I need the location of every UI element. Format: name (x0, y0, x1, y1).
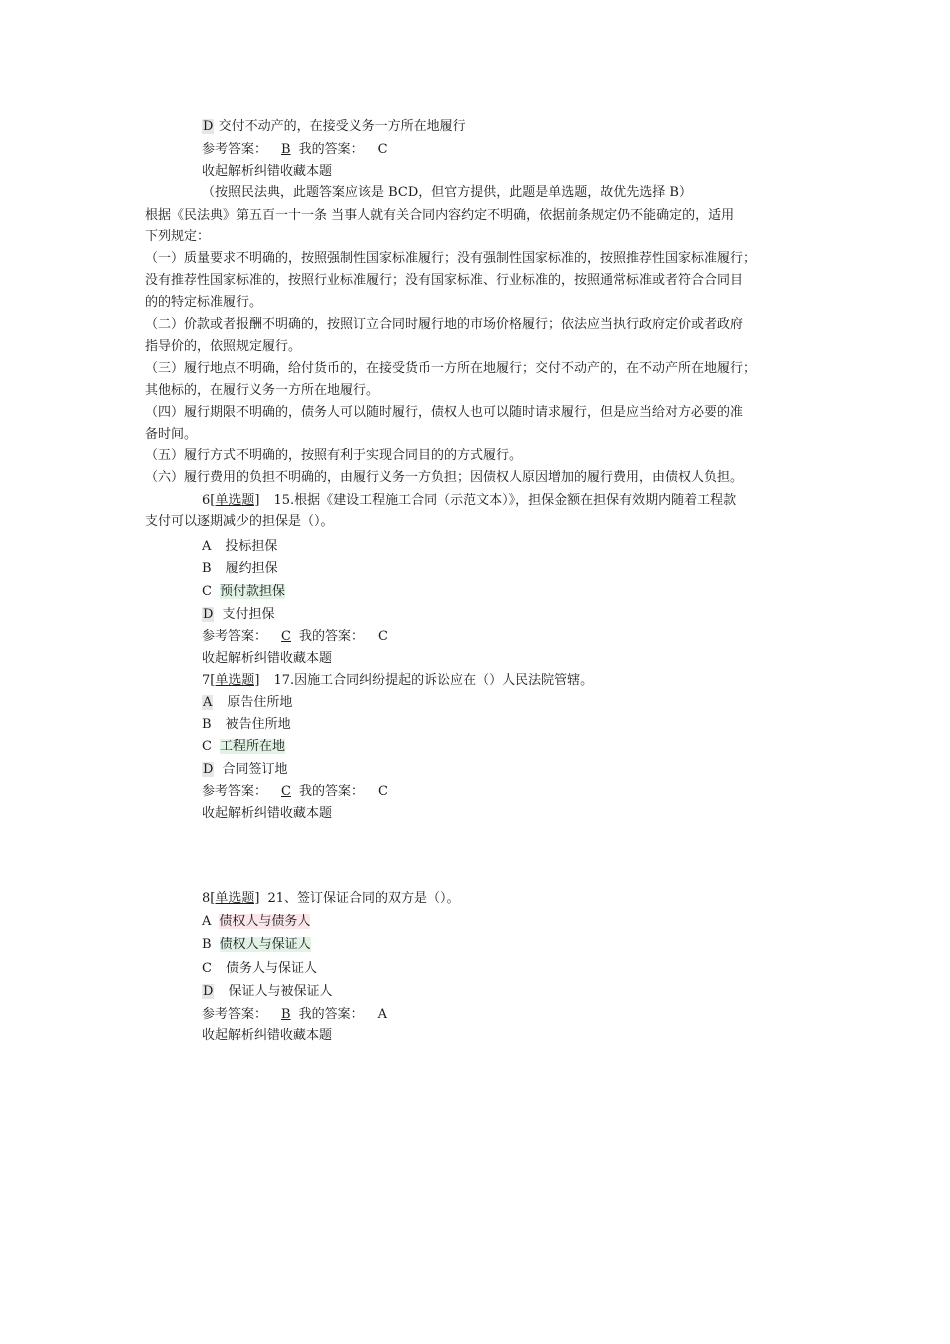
option-letter: C (202, 584, 212, 599)
explanation-line: 没有推荐性国家标准的，按照行业标准履行；没有国家标准、行业标准的，按照通常标准或者符合合同目 (145, 273, 744, 288)
option-letter: B (202, 561, 212, 576)
option-b[interactable] (202, 560, 278, 578)
option-letter: B (202, 937, 212, 952)
option-letter: B (202, 717, 212, 732)
explanation-line: （五）履行方式不明确的，按照有利于实现合同目的的方式履行。 (145, 448, 523, 463)
reference-answer-value: C (281, 784, 291, 799)
option-text-wrong: 债权人与债务人 (219, 914, 311, 929)
option-c[interactable] (202, 960, 317, 978)
option-text: 交付不动产的，在接受义务一方所在地履行 (218, 119, 466, 134)
option-text: 投标担保 (225, 539, 278, 554)
explanation-line: （六）履行费用的负担不明确的，由履行义务一方负担；因债权人原因增加的履行费用，由债权人负担。 (145, 470, 744, 485)
reference-answer-label: 参考答案： (202, 629, 268, 644)
option-c[interactable] (202, 583, 285, 601)
reference-answer-value: B (281, 1007, 291, 1022)
question-header (202, 672, 593, 690)
option-letter: A (202, 539, 212, 554)
option-text: 履约担保 (225, 561, 278, 576)
option-letter: A (202, 914, 212, 929)
option-letter: D (203, 762, 214, 777)
reference-answer-label: 参考答案： (202, 1007, 268, 1022)
my-answer-label: 我的答案： (298, 142, 364, 157)
reference-answer-label: 参考答案： (202, 142, 268, 157)
explanation-line: （一）质量要求不明确的，按照强制性国家标准履行；没有强制性国家标准的，按照推荐性国家标准履行； (145, 251, 757, 266)
option-d[interactable] (202, 606, 274, 624)
option-letter: D (203, 984, 214, 999)
my-answer-label: 我的答案： (298, 784, 364, 799)
option-letter: D (203, 607, 214, 622)
option-c[interactable] (202, 738, 285, 756)
option-a[interactable] (202, 538, 277, 556)
question-type-tag[interactable]: [单选题] (210, 493, 260, 508)
option-b[interactable] (202, 936, 311, 954)
option-text: 合同签订地 (222, 762, 288, 777)
my-answer-value: C (377, 629, 388, 644)
option-letter: D (203, 119, 214, 134)
option-text: 保证人与被保证人 (228, 984, 333, 999)
option-a[interactable] (202, 694, 292, 712)
option-letter: C (202, 961, 212, 976)
answer-line (202, 783, 388, 801)
explanation-line: 指导价的，依照规定履行。 (145, 339, 302, 354)
explanation-line: （四）履行期限不明确的，债务人可以随时履行，债权人也可以随时请求履行，但是应当给对方必要的准 (145, 405, 744, 420)
option-text-correct: 预付款担保 (219, 584, 285, 599)
option-a[interactable] (202, 913, 310, 931)
my-answer-value: C (377, 784, 388, 799)
explanation-line: （三）履行地点不明确，给付货币的，在接受货币一方所在地履行；交付不动产的，在不动产所在地履行； (145, 361, 757, 376)
question-number: 8 (202, 891, 211, 906)
option-letter: C (202, 739, 212, 754)
option-d[interactable] (202, 983, 332, 1001)
reference-answer-value: B (281, 142, 291, 157)
reference-answer-value: C (281, 629, 291, 644)
option-text-correct: 债权人与保证人 (219, 937, 311, 952)
option-d[interactable] (202, 118, 466, 136)
option-text: 支付担保 (222, 607, 275, 622)
question-header (202, 890, 459, 908)
my-answer-value: A (377, 1007, 387, 1022)
my-answer-label: 我的答案： (298, 1007, 364, 1022)
question-actions[interactable]: 收起解析纠错收藏本题 (202, 651, 333, 666)
question-actions[interactable]: 收起解析纠错收藏本题 (202, 164, 333, 179)
explanation-line: 的的特定标准履行。 (145, 295, 263, 310)
question-stem: 15.根据《建设工程施工合同（示范文本）》，担保金额在担保有效期内随着工程款 (273, 493, 737, 508)
question-type-tag[interactable]: [单选题] (210, 673, 260, 688)
explanation-line: 根据《民法典》第五百一十一条 当事人就有关合同内容约定不明确，依据前条规定仍不能确定的，适用 (145, 208, 735, 223)
option-letter: A (203, 695, 213, 710)
answer-line (202, 628, 388, 646)
explanation-line: 其他标的，在履行义务一方所在地履行。 (145, 383, 380, 398)
explanation-line: （二）价款或者报酬不明确的，按照订立合同时履行地的市场价格履行；依法应当执行政府定价或者政府 (145, 317, 744, 332)
option-text: 债务人与保证人 (225, 961, 317, 976)
explanation-line: 下列规定： (145, 229, 211, 244)
answer-line (202, 141, 388, 159)
option-d[interactable] (202, 761, 287, 779)
answer-note: （按照民法典，此题答案应该是 BCD，但官方提供，此题是单选题，故优先选择 B） (202, 185, 692, 200)
my-answer-value: C (377, 142, 388, 157)
question-header (202, 492, 736, 510)
my-answer-label: 我的答案： (298, 629, 364, 644)
option-text: 原告住所地 (227, 695, 293, 710)
question-actions[interactable]: 收起解析纠错收藏本题 (202, 1028, 333, 1043)
question-number: 6 (202, 493, 211, 508)
option-b[interactable] (202, 716, 291, 734)
explanation-line: 备时间。 (145, 427, 198, 442)
answer-line (202, 1006, 387, 1024)
option-text-correct: 工程所在地 (219, 739, 285, 754)
question-stem-continued: 支付可以逐期减少的担保是（）。 (145, 514, 334, 529)
option-text: 被告住所地 (225, 717, 291, 732)
reference-answer-label: 参考答案： (202, 784, 268, 799)
question-actions[interactable]: 收起解析纠错收藏本题 (202, 806, 333, 821)
question-stem: 21、签订保证合同的双方是（）。 (267, 891, 460, 906)
question-number: 7 (202, 673, 211, 688)
question-stem: 17.因施工合同纠纷提起的诉讼应在（）人民法院管辖。 (273, 673, 594, 688)
question-type-tag[interactable]: [单选题] (210, 891, 260, 906)
